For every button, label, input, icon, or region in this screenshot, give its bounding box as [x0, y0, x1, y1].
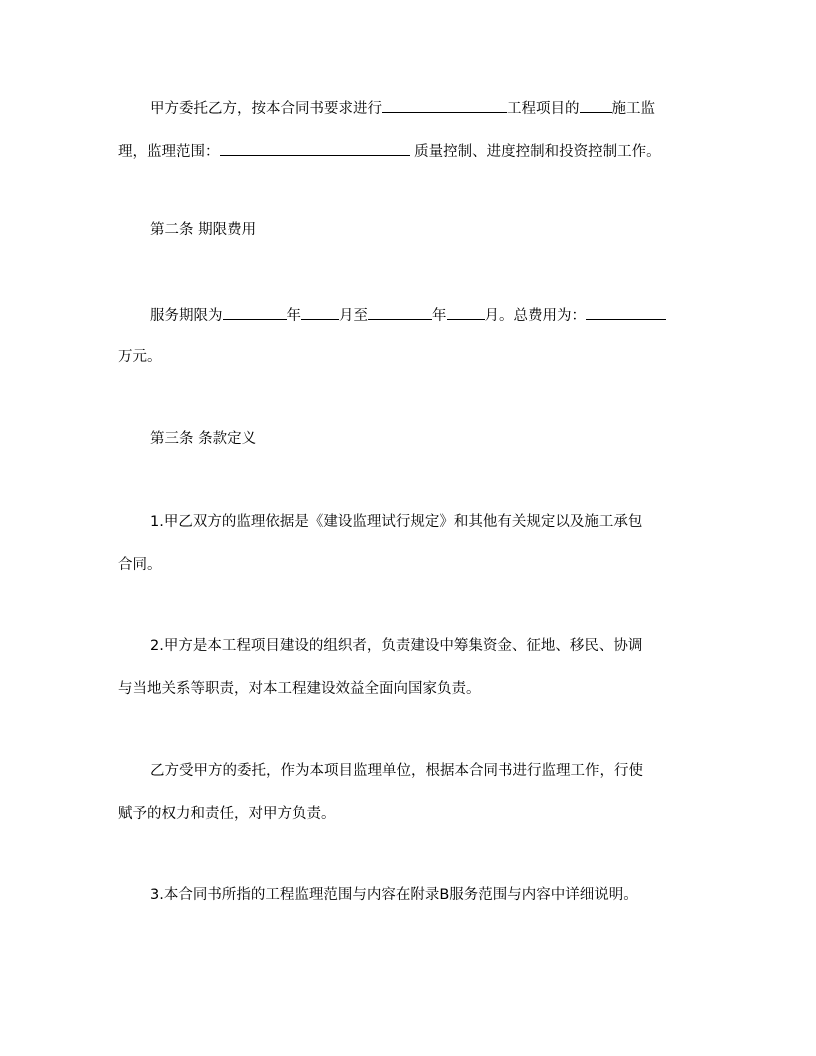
text-segment: 服务期限为: [150, 308, 223, 324]
text-segment: 质量控制、进度控制和投资控制工作。: [409, 144, 661, 160]
text-segment: 工程项目的: [507, 101, 580, 117]
fill-in-blank-end-month: [447, 305, 485, 320]
fill-in-blank-start-year: [223, 305, 287, 320]
paragraph-4-line-2: 与当地关系等职责，对本工程建设效益全面向国家负责。: [118, 681, 481, 697]
text-segment: 月。总费用为：: [484, 308, 586, 324]
paragraph-4-line-1: 2.甲方是本工程项目建设的组织者，负责建设中筹集资金、征地、移民、协调: [150, 638, 643, 654]
fill-in-blank-start-month: [301, 305, 339, 320]
text-segment: 年: [432, 308, 447, 324]
paragraph-3-line-1: 1.甲乙双方的监理依据是《建设监理试行规定》和其他有关规定以及施工承包: [150, 514, 643, 530]
fill-in-blank-total-fee: [586, 305, 666, 320]
text-segment: 甲方委托乙方，按本合同书要求进行: [150, 101, 382, 117]
text-segment: 年: [286, 308, 301, 324]
fill-in-blank-scope: [220, 141, 410, 156]
paragraph-5-line-2: 赋予的权力和责任，对甲方负责。: [118, 806, 336, 822]
fill-in-blank-stage: [580, 98, 612, 113]
text-segment: 施工监: [611, 101, 655, 117]
article-2-heading: 第二条 期限费用: [150, 222, 257, 238]
text-segment: 理，监理范围：: [118, 144, 220, 160]
article-3-heading: 第三条 条款定义: [150, 431, 257, 447]
paragraph-5-line-1: 乙方受甲方的委托，作为本项目监理单位，根据本合同书进行监理工作，行使: [150, 763, 643, 779]
fill-in-blank-end-year: [368, 305, 432, 320]
paragraph-3-line-2: 合同。: [118, 557, 162, 573]
paragraph-6-line-1: 3.本合同书所指的工程监理范围与内容在附录B服务范围与内容中详细说明。: [150, 887, 638, 903]
paragraph-2-line-2: 万元。: [118, 349, 162, 365]
paragraph-1-line-1: [150, 98, 655, 119]
paragraph-1-line-2: [118, 141, 661, 162]
fill-in-blank-project: [382, 98, 507, 113]
paragraph-2-line-1: [150, 305, 666, 326]
text-segment: 月至: [339, 308, 368, 324]
